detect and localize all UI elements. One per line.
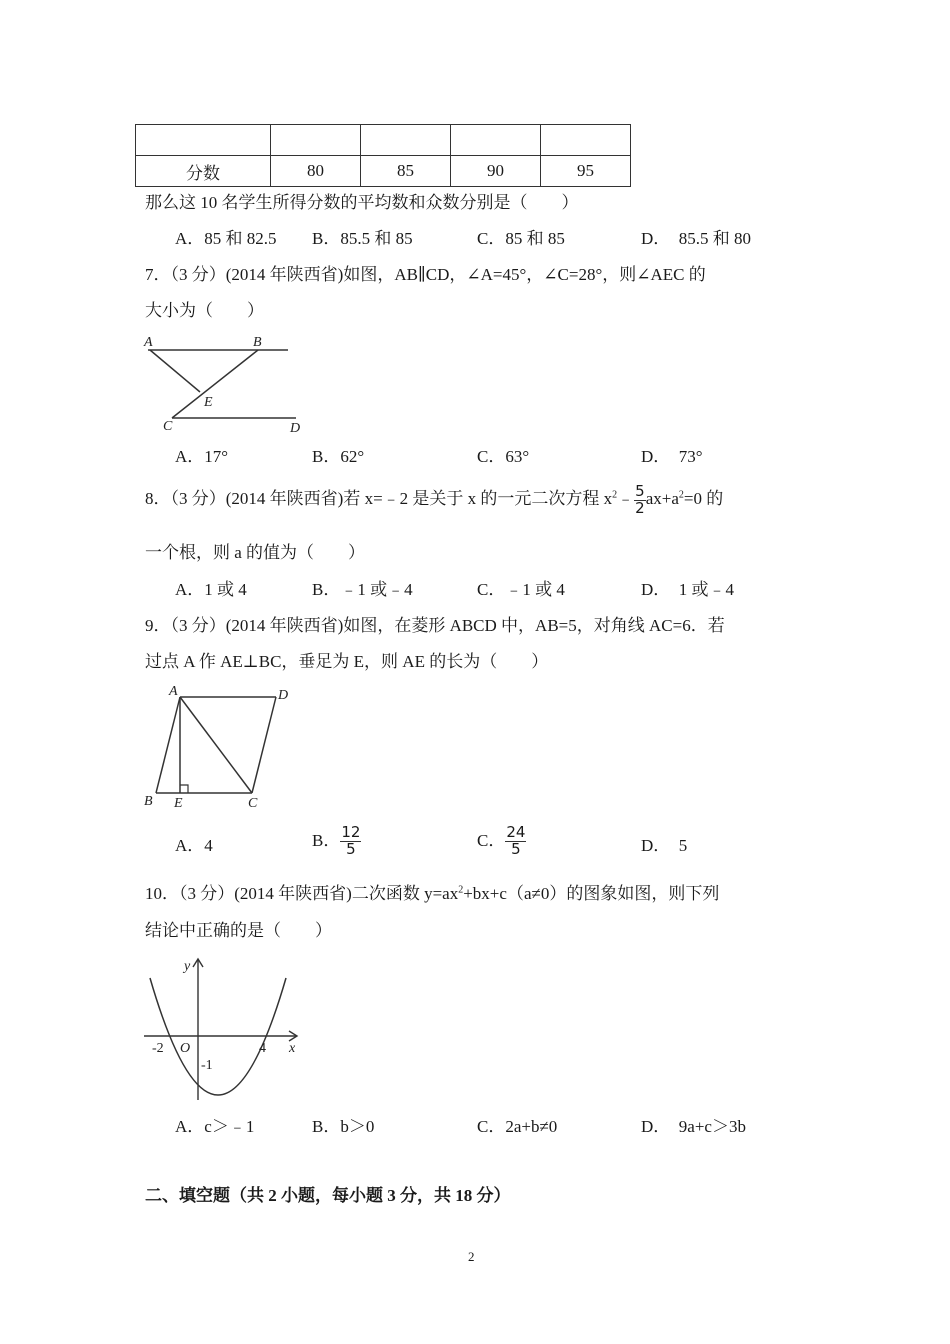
- q10-option-c: C．2a+b≠0: [477, 1117, 558, 1136]
- q6-option-a: A．85 和 82.5: [175, 229, 277, 248]
- q8-fraction-numerator: 5: [635, 482, 645, 500]
- table-cell: 85: [361, 156, 451, 187]
- q7-option-a: A．17°: [175, 447, 229, 466]
- q7-line1: 7．（3 分）(2014 年陕西省)如图，AB∥CD，∠A=45°，∠C=28°，则∠AEC 的: [145, 265, 706, 284]
- q6-stem: 那么这 10 名学生所得分数的平均数和众数分别是（ ）: [145, 193, 579, 212]
- q9-label-d: D: [278, 688, 289, 703]
- q9-label-b: B: [144, 794, 153, 809]
- q8-text-post: =0 的: [683, 489, 724, 509]
- q7-figure: [140, 330, 310, 435]
- q9-option-b-numerator: 12: [341, 823, 361, 841]
- q10-label-neg2: -2: [152, 1041, 164, 1056]
- q9-option-b-label: B．: [312, 831, 341, 851]
- q8-option-c: C．﹣1 或 4: [477, 580, 565, 599]
- q10-line1: [145, 884, 719, 904]
- q6-option-b: B．85.5 和 85: [312, 229, 413, 248]
- q8-text-pre: 8．（3 分）(2014 年陕西省)若 x=﹣2 是关于 x 的一元二次方程 x: [145, 489, 613, 509]
- q10-option-d: D． 9a+c＞3b: [641, 1117, 746, 1136]
- q8-option-d: D． 1 或﹣4: [641, 580, 735, 599]
- q10-label-neg1: -1: [201, 1058, 213, 1073]
- q9-label-a: A: [169, 684, 178, 699]
- q9-figure: [140, 683, 300, 813]
- table-cell: 80: [271, 156, 361, 187]
- q10-graph: [140, 954, 310, 1104]
- q10-label-x: x: [289, 1041, 296, 1056]
- q9-option-b: [312, 825, 361, 858]
- q9-option-c-denominator: 5: [511, 839, 521, 858]
- q8-superscript: 2: [678, 489, 684, 501]
- q6-option-c: C．85 和 85: [477, 229, 565, 248]
- q9-option-b-denominator: 5: [346, 839, 356, 858]
- score-table: [135, 124, 631, 187]
- q10-text-pre: 10．（3 分）(2014 年陕西省)二次函数 y=ax: [145, 884, 459, 903]
- table-cell: 90: [451, 156, 541, 187]
- q10-superscript: 2: [458, 884, 464, 896]
- q7-label-b: B: [253, 335, 262, 350]
- q9-label-e: E: [174, 796, 183, 811]
- q10-label-y: y: [184, 959, 191, 974]
- q9-option-c-fraction: [505, 825, 526, 858]
- table-cell: [451, 125, 541, 156]
- q7-label-c: C: [163, 419, 173, 434]
- q8-option-b: B．﹣1 或﹣4: [312, 580, 413, 599]
- table-cell: [271, 125, 361, 156]
- q8-fraction: [634, 484, 646, 517]
- q9-option-c-numerator: 24: [506, 823, 526, 841]
- q7-option-c: C．63°: [477, 447, 530, 466]
- q8-line1: [145, 484, 723, 517]
- table-row-label: 分数: [136, 156, 271, 187]
- page-number: 2: [468, 1249, 475, 1264]
- table-cell: [361, 125, 451, 156]
- q7-label-e: E: [204, 395, 213, 410]
- section-title: 二、填空题（共 2 小题，每小题 3 分，共 18 分）: [145, 1186, 511, 1205]
- table-cell: [541, 125, 631, 156]
- q9-label-c: C: [248, 796, 258, 811]
- q7-label-d: D: [290, 421, 301, 436]
- q7-option-b: B．62°: [312, 447, 365, 466]
- q9-line2: 过点 A 作 AE⊥BC，垂足为 E，则 AE 的长为（ ）: [145, 652, 549, 671]
- q10-label-origin: O: [180, 1041, 191, 1056]
- q10-option-b: B．b＞0: [312, 1117, 375, 1136]
- q7-option-d: D． 73°: [641, 447, 703, 466]
- q10-option-a: A．c＞﹣1: [175, 1117, 255, 1136]
- q9-option-a: A．4: [175, 836, 213, 855]
- q10-line2: 结论中正确的是（ ）: [145, 921, 332, 940]
- q10-label-four: 4: [259, 1041, 266, 1056]
- q9-option-c: [477, 825, 526, 858]
- q6-option-d: D． 85.5 和 80: [641, 229, 752, 248]
- q9-option-c-label: C．: [477, 831, 506, 851]
- q9-line1: 9．（3 分）(2014 年陕西省)如图，在菱形 ABCD 中，AB=5，对角线 AC=6．若: [145, 616, 725, 635]
- table-row: [136, 156, 631, 187]
- q8-superscript: 2: [612, 489, 618, 501]
- q9-option-d: D． 5: [641, 836, 688, 855]
- q7-line2: 大小为（ ）: [145, 301, 264, 320]
- q8-fraction-denominator: 2: [635, 498, 645, 517]
- q9-option-b-fraction: [340, 825, 361, 858]
- table-cell: [136, 125, 271, 156]
- table-row: [136, 125, 631, 156]
- q8-line2: 一个根，则 a 的值为（ ）: [145, 543, 366, 562]
- q10-text-post: +bx+c（a≠0）的图象如图，则下列: [463, 884, 720, 903]
- q8-option-a: A．1 或 4: [175, 580, 247, 599]
- q7-label-a: A: [144, 335, 153, 350]
- table-cell: 95: [541, 156, 631, 187]
- q8-text-after-fraction: ax+a: [645, 489, 679, 509]
- q8-minus: ﹣: [617, 489, 635, 509]
